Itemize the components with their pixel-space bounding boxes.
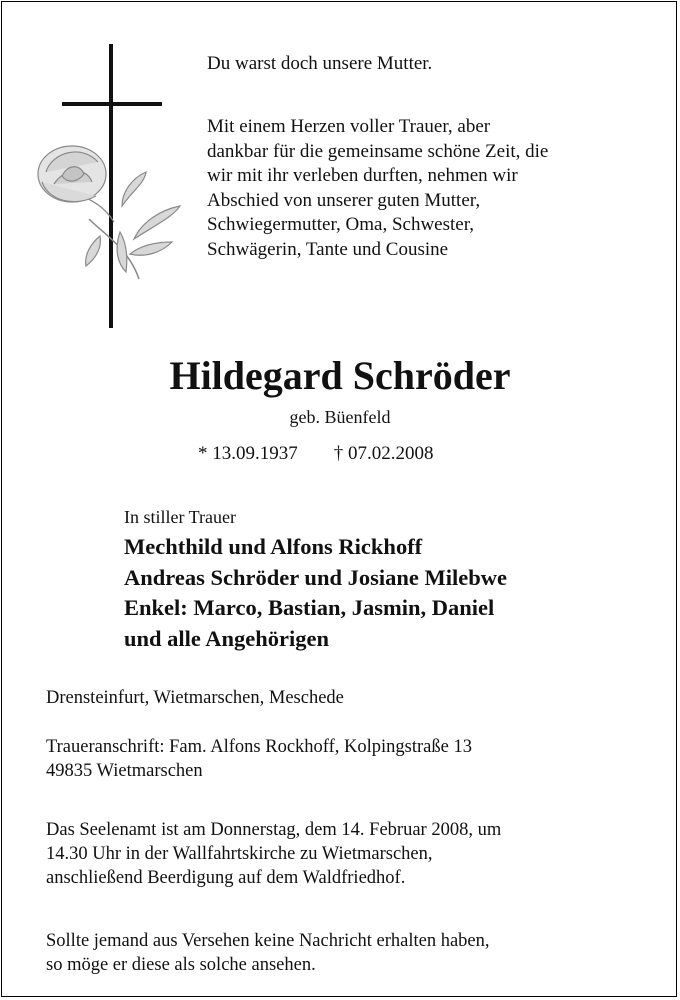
places-line: Drensteinfurt, Wietmarschen, Meschede [46,688,344,708]
intro-line: dankbar für die gemeinsame schöne Zeit, die [207,140,549,162]
mourner-line: Enkel: Marco, Bastian, Jasmin, Daniel [124,595,495,620]
service-line: anschließend Beerdigung auf dem Waldfriedhof. [46,868,406,888]
deceased-name: Hildegard Schröder [169,353,511,398]
note-line: so möge er diese als solche ansehen. [46,955,316,975]
maiden-name: geb. Büenfeld [289,407,391,427]
motto-line: Du warst doch unsere Mutter. [207,53,433,74]
death-date: 07.02.2008 [348,443,434,464]
mourner-line: Mechthild und Alfons Rickhoff [124,534,423,559]
service-line: 14.30 Uhr in der Wallfahrtskirche zu Wietmarschen, [46,844,433,864]
cross-with-rose [34,44,184,330]
intro-line: Abschied von unserer guten Mutter, [207,189,481,211]
life-dates [198,442,434,466]
intro-line: Schwiegermutter, Oma, Schwester, [207,214,475,235]
intro-line: Mit einem Herzen voller Trauer, aber [207,116,491,137]
service-line: Das Seelenamt ist am Donnerstag, dem 14. Februar 2008, um [46,820,502,840]
closing-note [46,929,490,977]
in-mourning-label: In stiller Trauer [124,507,236,527]
intro-line: wir mit ihr verleben durften, nehmen wir [207,165,518,186]
mourning-address [46,735,472,783]
intro-line: Schwägerin, Tante und Cousine [207,238,449,260]
address-line: Traueranschrift: Fam. Alfons Rockhoff, Kolpingstraße 13 [46,737,472,757]
note-line: Sollte jemand aus Versehen keine Nachricht erhalten haben, [46,931,490,951]
birth-symbol: * [198,443,208,464]
mourner-line: Andreas Schröder und Josiane Milebwe [124,564,507,590]
mourner-line: und alle Angehörigen [124,625,330,651]
intro-paragraph [207,115,647,262]
service-info [46,818,501,890]
birth-date: 13.09.1937 [212,443,298,464]
address-line: 49835 Wietmarschen [46,761,203,781]
mourners-list [124,532,507,654]
death-symbol: † [333,443,344,464]
places [46,686,344,710]
